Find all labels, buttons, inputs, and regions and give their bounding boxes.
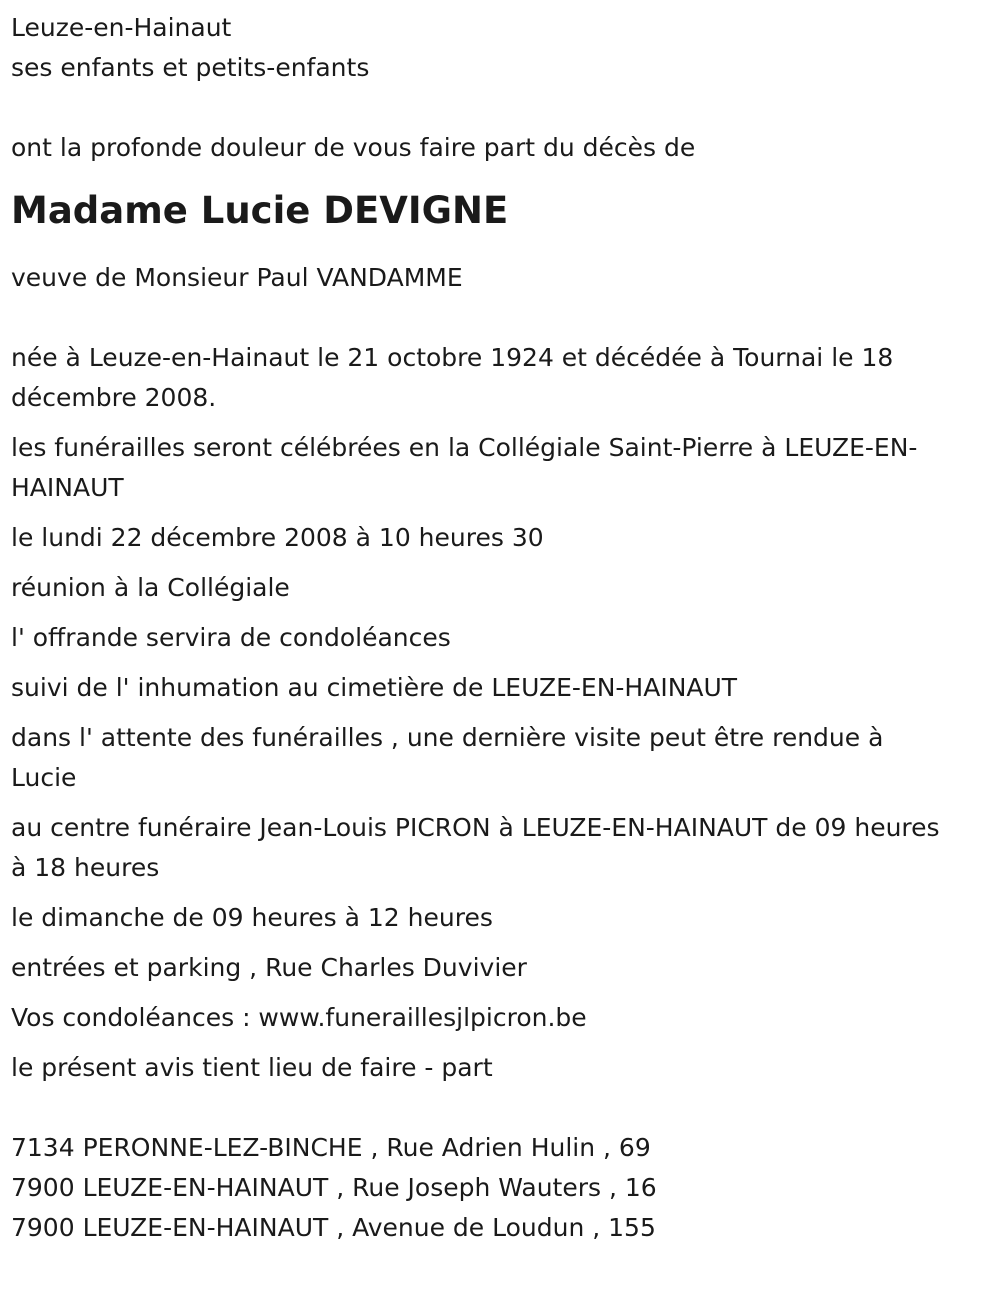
address-line: 7134 PERONNE-LEZ-BINCHE , Rue Adrien Hulin , 69 [11,1133,651,1162]
detail-line: les funérailles seront célébrées en la Collégiale Saint-Pierre à LEUZE-EN-HAINAUT [11,433,918,502]
detail-line: née à Leuze-en-Hainaut le 21 octobre 1924 et décédée à Tournai le 18 décembre 2008. [11,343,894,412]
detail-line: l' offrande servira de condoléances [11,623,451,652]
detail-line: dans l' attente des funérailles , une dernière visite peut être rendue à Lucie [11,723,884,792]
detail-line: suivi de l' inhumation au cimetière de LEUZE-EN-HAINAUT [11,673,738,702]
header-place: Leuze-en-Hainaut [11,13,232,42]
detail-line: le lundi 22 décembre 2008 à 10 heures 30 [11,523,544,552]
spacer [11,298,951,338]
address-line: 7900 LEUZE-EN-HAINAUT , Rue Joseph Wauters , 16 [11,1173,657,1202]
deceased-name: Madame Lucie DEVIGNE [11,189,509,232]
announcement-text: ont la profonde douleur de vous faire part du décès de [11,133,696,162]
detail-line: entrées et parking , Rue Charles Duvivier [11,953,527,982]
spacer [11,1088,951,1128]
header-family: ses enfants et petits-enfants [11,53,370,82]
detail-line: le dimanche de 09 heures à 12 heures [11,903,493,932]
address-line: 7900 LEUZE-EN-HAINAUT , Avenue de Loudun , 155 [11,1213,656,1242]
spacer [11,88,951,128]
detail-line: réunion à la Collégiale [11,573,290,602]
detail-line: au centre funéraire Jean-Louis PICRON à LEUZE-EN-HAINAUT de 09 heures à 18 heures [11,813,940,882]
obituary-notice [11,8,951,1248]
detail-line: le présent avis tient lieu de faire - part [11,1053,493,1082]
condolences-website: Vos condoléances : www.funeraillesjlpicron.be [11,1003,587,1032]
spouse-text: veuve de Monsieur Paul VANDAMME [11,263,463,292]
